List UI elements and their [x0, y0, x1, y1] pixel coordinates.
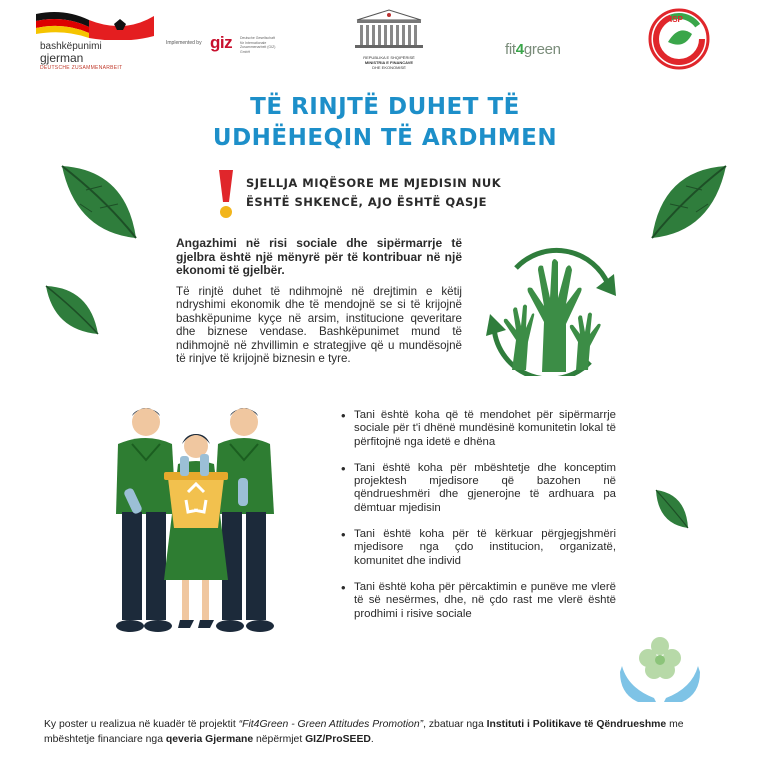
ministry-building-icon — [349, 6, 429, 50]
exclamation-icon — [217, 168, 235, 220]
list-item: • Tani është koha për mbështetje dhe konceptim projektesh mjedisore që bazohen në qëndrueshmëri dhe gjenerojne të ardhuara pa dëmtuar mjedisin — [340, 462, 616, 515]
footer-text-2: , zbatuar nga — [423, 719, 487, 730]
footer-program: GIZ/ProSEED — [305, 734, 371, 745]
footer-text-1: Ky poster u realizua në kuadër të projektit — [44, 719, 239, 730]
logo-giz — [210, 33, 300, 55]
implemented-by-label: Implemented by — [166, 40, 202, 46]
youth-recycling-illustration — [88, 404, 304, 646]
body-paragraph: Të rinjtë duhet të ndihmojnë në drejtimin e këtij ndryshimi ekonomik dhe të mendojnë se si të krijojnë bashkëpunime kyçe në arsim, institucione qeveritare dhe biznese vendase. Bashkëpunimet mund të ndihmojnë në zhvillimin e strategjive që u mundësojnë të rinjve të krijojnë biznesin e tyre. — [176, 285, 462, 366]
intro-paragraph: Angazhimi në risi sociale dhe sipërmarrje të gjelbra është një mënyrë për të kontribuar në një ekonomi të gjelbër. — [176, 236, 462, 277]
footer-text-4: nëpërmjet — [253, 734, 306, 745]
giz-description: Deutsche Gesellschaft für Internationale Zusammenarbeit (GIZ) GmbH — [240, 36, 276, 54]
giz-wordmark: giz — [210, 33, 233, 52]
logo-fit4green — [505, 41, 561, 58]
isp-badge-text: ISP — [670, 15, 683, 24]
footer-text-3: me mbështetje financiare nga — [44, 719, 684, 745]
logo-line-2: gjerman — [40, 51, 84, 65]
fit4green-four: 4 — [515, 41, 524, 58]
title-line-1: TË RINJTË DUHET TË — [250, 94, 520, 120]
raised-hands-recycle-icon — [476, 244, 628, 376]
ministry-line-3: DHE EKONOMISË — [372, 65, 406, 70]
footer-credits — [44, 717, 734, 747]
hands-flower-icon — [618, 632, 702, 704]
logo-line-3: DEUTSCHE ZUSAMMENARBEIT — [40, 65, 123, 71]
footer-text-5: . — [370, 734, 374, 745]
logo-isp — [648, 8, 710, 70]
footer-org: Instituti i Politikave të Qëndrueshme — [486, 719, 667, 730]
ministry-line-1: REPUBLIKA E SHQIPËRISË — [363, 55, 415, 60]
logo-ministry — [349, 6, 429, 70]
logo-line-1: bashkëpunimi — [40, 41, 102, 52]
list-item: • Tani është koha për të kërkuar përgjegjshmëri mjedisore nga çdo institucion, organizatë, komunitet dhe individ — [340, 528, 616, 568]
poster-title — [140, 92, 630, 154]
list-item: • Tani është koha për përcaktimin e punëve me vlerë të së nesërmes, dhe, në çdo rast me vlerë është prodhimi i risive sociale — [340, 581, 616, 621]
fit4green-post: green — [523, 41, 561, 58]
subtitle — [246, 174, 566, 212]
leaf-icon-left-small — [42, 282, 102, 338]
bullet-list — [340, 409, 616, 634]
footer-project: “Fit4Green - Green Attitudes Promotion” — [238, 719, 424, 730]
ministry-line-2: MINISTRIA E FINANCAVE — [364, 60, 414, 65]
title-line-2: UDHËHEQIN TË ARDHMEN — [212, 125, 558, 151]
subtitle-line-1: SJELLJA MIQËSORE ME MJEDISIN NUK — [246, 176, 502, 190]
leaf-icon-left-large — [56, 160, 142, 246]
fit4green-pre: fit — [505, 41, 516, 58]
logo-bashkepunimi-gjerman — [34, 10, 159, 70]
footer-gov: qeveria Gjermane — [165, 734, 254, 745]
leaf-icon-right-large — [646, 160, 732, 246]
leaf-icon-right-small — [652, 486, 692, 532]
subtitle-line-2: ËSHTË SHKENCË, AJO ËSHTË QASJE — [246, 195, 487, 209]
list-item: • Tani është koha që të mendohet për sipërmarrje sociale për t'i dhënë mundësinë komunitetin lokal të përfitojnë nga idetë e dhëna — [340, 409, 616, 449]
flag-ribbon-icon — [34, 10, 159, 40]
